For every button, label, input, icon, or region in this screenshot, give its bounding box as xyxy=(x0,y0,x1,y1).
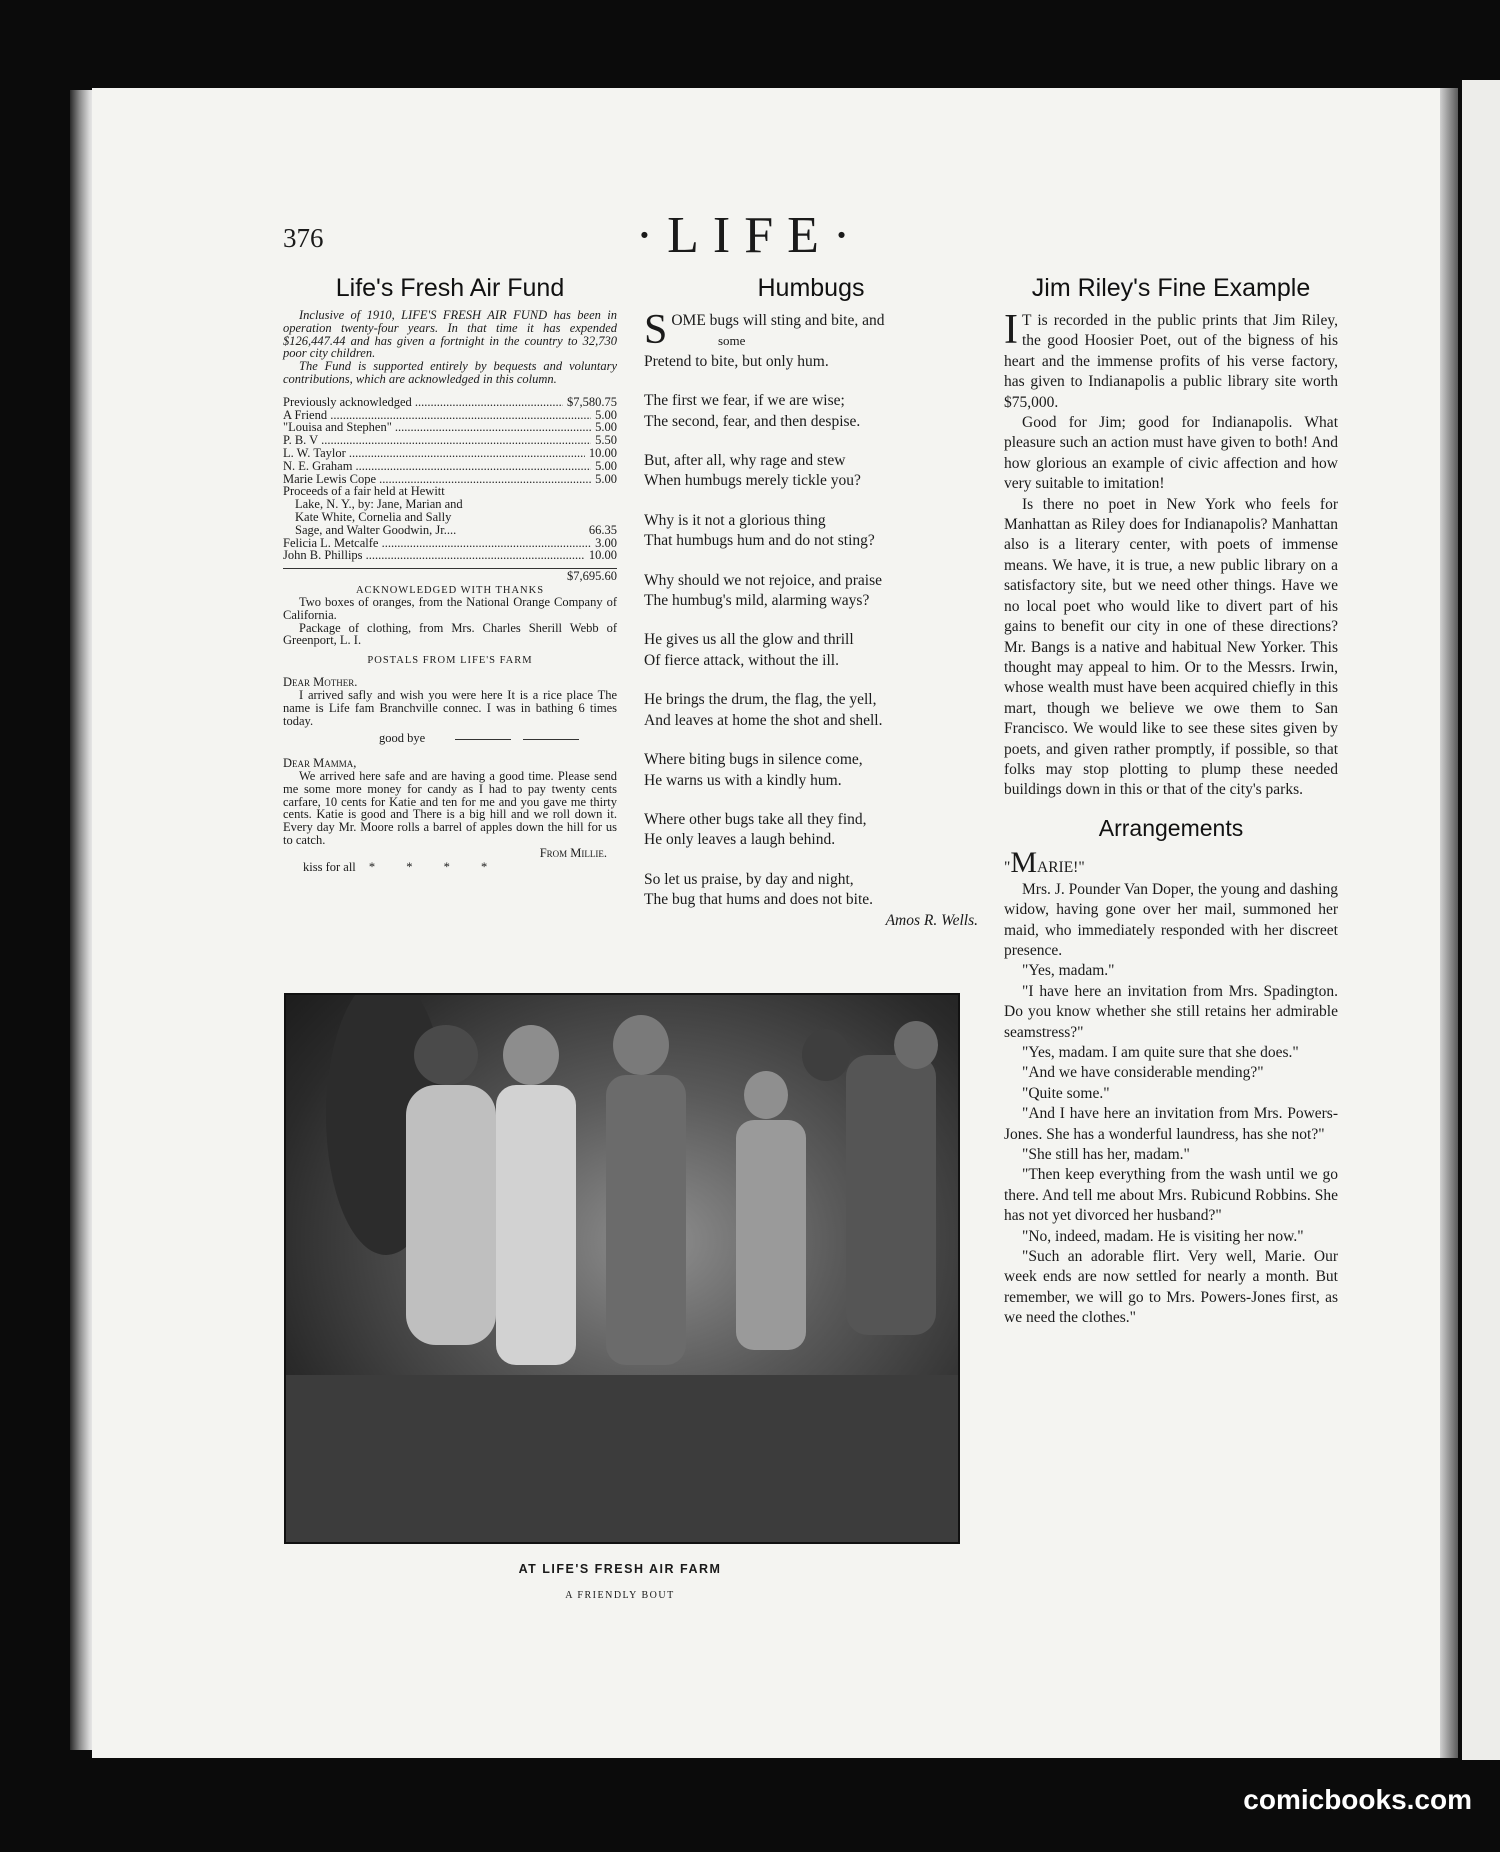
ledger-row: N. E. Graham ..... 5.00 xyxy=(283,460,617,473)
riley-title: Jim Riley's Fine Example xyxy=(1031,274,1311,302)
ledger-row: L. W. Taylor ..... 10.00 xyxy=(283,447,617,460)
ledger-row: John B. Phillips ..... 10.00 xyxy=(283,549,617,562)
adjacent-page-edge xyxy=(1462,80,1500,1760)
arrangements-para: "She still has her, madam." xyxy=(1022,1146,1190,1164)
ledger-row: Felicia L. Metcalfe ..... 3.00 xyxy=(283,537,617,550)
riley-column xyxy=(1004,274,1338,1329)
ledger-total: $7,695.60 xyxy=(283,568,617,583)
arrangements-para: "Then keep everything from the wash until we go there. And tell me about Mrs. Rubicund Robbins. She has not yet divorced her husband?" xyxy=(1004,1166,1338,1225)
poem-stanza: Where other bugs take all they find, He only leaves a laugh behind. xyxy=(644,810,867,849)
photo-children-boxing xyxy=(284,993,960,1544)
book-spine xyxy=(70,90,94,1750)
poem-stanza: Pretend to bite, but only hum. xyxy=(644,352,829,370)
fund-intro-para: Inclusive of 1910, LIFE'S FRESH AIR FUND has been in operation twenty-four years. In that time it has expended $126,447.44 and has given a fortnight in the country to 32,730 poor city children. xyxy=(283,308,617,361)
poem-stanza: Why should we not rejoice, and praise The humbug's mild, alarming ways? xyxy=(644,571,883,610)
rule xyxy=(523,739,579,740)
letter-marks: * * * * xyxy=(368,860,502,875)
poem-stanza: The first we fear, if we are wise; The second, fear, and then despise. xyxy=(644,392,861,430)
page-number: 376 xyxy=(283,223,324,253)
riley-para: I T is recorded in the public prints that Jim Riley, the good Hoosier Poet, out of the bigness of his heart and the immense profits of his verse factory, has given to Indianapolis a public library site worth $75,000. xyxy=(1004,307,1338,411)
fresh-air-fund-column xyxy=(283,274,617,874)
dropcap: I xyxy=(1004,307,1018,353)
poem-stanza: He gives us all the glow and thrill Of fierce attack, without the ill. xyxy=(644,631,854,669)
thanks-list: Two boxes of oranges, from the National Orange Company of California. Package of clothing, from Mrs. Charles Sherill Webb of Greenport, L. I. xyxy=(283,594,617,648)
page-gutter xyxy=(1440,88,1458,1758)
poem-stanza: But, after all, why rage and stew When humbugs merely tickle you? xyxy=(644,452,861,490)
dropcap: S xyxy=(644,307,668,353)
ledger-row: A Friend ..... 5.00 xyxy=(283,409,617,422)
arrangements-para: "MARIE!" xyxy=(1004,845,1085,879)
photo-caption: AT LIFE'S FRESH AIR FARM xyxy=(518,1562,722,1576)
fund-intro xyxy=(283,309,617,386)
arrangements-title: Arrangements xyxy=(1098,814,1244,841)
ledger-row: P. B. V ..... 5.50 xyxy=(283,434,617,447)
letter-body: I arrived safly and wish you were here It is a rice place The name is Life fam Branchville connec. I was in bathing 6 times today. xyxy=(283,687,617,728)
thanks-heading: ACKNOWLEDGED WITH THANKS xyxy=(355,584,545,596)
poem-stanza: He brings the drum, the flag, the yell, And leaves at home the shot and shell. xyxy=(644,691,883,729)
riley-para: Good for Jim; good for Indianapolis. What pleasure such an action must have given to both! And how glorious an example of civic affection and how very suitable to imitation! xyxy=(1004,414,1338,493)
arrangements-para: "And we have considerable mending?" xyxy=(1022,1064,1264,1082)
rule xyxy=(455,739,511,740)
ledger-fair-entry: Proceeds of a fair held at Hewitt Lake, N. Y., by: Jane, Marian and Kate White, Cornelia and Sally Sage, and Walter Goodwin, Jr.... 66.35 xyxy=(283,484,617,537)
letter-mamma xyxy=(283,757,617,874)
poem-stanza: Where biting bugs in silence come, He warns us with a kindly hum. xyxy=(644,751,863,789)
fund-title: Life's Fresh Air Fund xyxy=(335,274,565,302)
arrangements-para: "Quite some." xyxy=(1022,1084,1110,1102)
watermark: comicbooks.com xyxy=(1243,1784,1472,1815)
fund-intro-para: The Fund is supported entirely by bequests and voluntary contributions, which are acknowledged in this column. xyxy=(283,359,617,386)
arrangements-para: Mrs. J. Pounder Van Doper, the young and dashing widow, having gone over her mail, summoned her maid, who immediately responded with her discreet presence. xyxy=(1004,880,1338,959)
humbugs-title: Humbugs xyxy=(757,274,865,302)
arrangements-para: "Yes, madam. I am quite sure that she does." xyxy=(1022,1044,1299,1061)
letter-signature: From Millie. xyxy=(539,845,607,860)
letter-closing: good bye xyxy=(379,731,426,746)
poem-stanza: Why is it not a glorious thing That humbugs hum and do not sting? xyxy=(644,511,875,550)
poem-author: Amos R. Wells. xyxy=(885,911,978,929)
arrangements-para: "No, indeed, madam. He is visiting her now." xyxy=(1022,1227,1304,1245)
photo-subcaption: A FRIENDLY BOUT xyxy=(565,1590,675,1601)
letter-body: We arrived here safe and are having a good time. Please send me some more money for candy as I had to pay twenty cents carfare, 10 cents for Katie and ten for me and you gave me thirty cents. Katie is good and There is a big hill and we roll down it. Every day Mr. Moore rolls a barrel of apples down the hill for us to catch. xyxy=(283,768,617,847)
arrangements-para: "And I have here an invitation from Mrs. Powers-Jones. She has a wonderful laundress, has she not?" xyxy=(1004,1105,1338,1143)
masthead-life: ·LIFE· xyxy=(635,207,865,264)
letter-salutation: Dear Mamma, xyxy=(283,756,357,771)
fund-ledger xyxy=(283,396,617,583)
ledger-row: Marie Lewis Cope ..... 5.00 xyxy=(283,473,617,486)
letter-mother xyxy=(283,676,617,745)
arrangements-para: "Such an adorable flirt. Very well, Marie. Our week ends are now settled for nearly a month. But remember, we will go to Mrs. Powers-Jones first, as we need the clothes." xyxy=(1004,1248,1338,1327)
ledger-row: Previously acknowledged ..... $7,580.75 xyxy=(283,396,617,409)
letter-postscript: kiss for all xyxy=(303,860,356,875)
dropcap: M xyxy=(1010,845,1038,879)
humbugs-poem: S OME bugs will sting and bite, and some Pretend to bite, but only hum. The first we fear, if we are wise; The second, fear, and then despise. But, after all, why rage and stew When humbugs merely tickle you? Why is it not a glorious thing That humbugs hum and do not sting? Why should we not rejoice, and praise The humbug's mild, alarming ways? He gives us all the glow and thrill Of fierce attack, without the ill. He brings the drum, the flag, the yell, And leaves at home the shot and shell. Where biting bugs in silence come, He warns us with a kindly hum. Where other bugs take all they find, He only leaves a laugh behind. So let us praise, by day and night, The bug that hums and does not bite. Amos R. Wells. xyxy=(644,311,978,931)
riley-para: Is there no poet in New York who feels for Manhattan as Riley does for Indianapolis? Manhattan also is a literary center, with poets of immense means. We have, it is true, a new public library on a satisfactory site, but we need other things. Have we no local poet who would like to divert part of his gains to benefit our city in one of these directions? Mr. Bangs is a native and habitual New Yorker. This thought may appeal to him. Or to the Messrs. Irwin, whose wealth must have been acquired chiefly in this mart, though we believe we owe them to San Francisco. We would like to see these sites given by poets, and given rather promptly, if possible, so that folks may stop plotting to plump these needed buildings down in this or that of the city's parks. xyxy=(1004,495,1338,799)
humbugs-column xyxy=(644,274,978,931)
arrangements-para: "Yes, madam." xyxy=(1022,962,1115,980)
arrangements-para: "I have here an invitation from Mrs. Spadington. Do you know whether she still retains her admirable seamstress?" xyxy=(1004,982,1338,1041)
photo-illustration xyxy=(286,995,958,1542)
poem-stanza: So let us praise, by day and night, The bug that hums and does not bite. xyxy=(644,870,874,909)
ledger-row: "Louisa and Stephen" ..... 5.00 xyxy=(283,421,617,434)
riley-body xyxy=(1004,307,1338,801)
postals-heading: POSTALS FROM LIFE'S FARM xyxy=(367,655,533,667)
letter-salutation: Dear Mother. xyxy=(283,675,358,690)
arrangements-body xyxy=(1004,846,1338,1329)
